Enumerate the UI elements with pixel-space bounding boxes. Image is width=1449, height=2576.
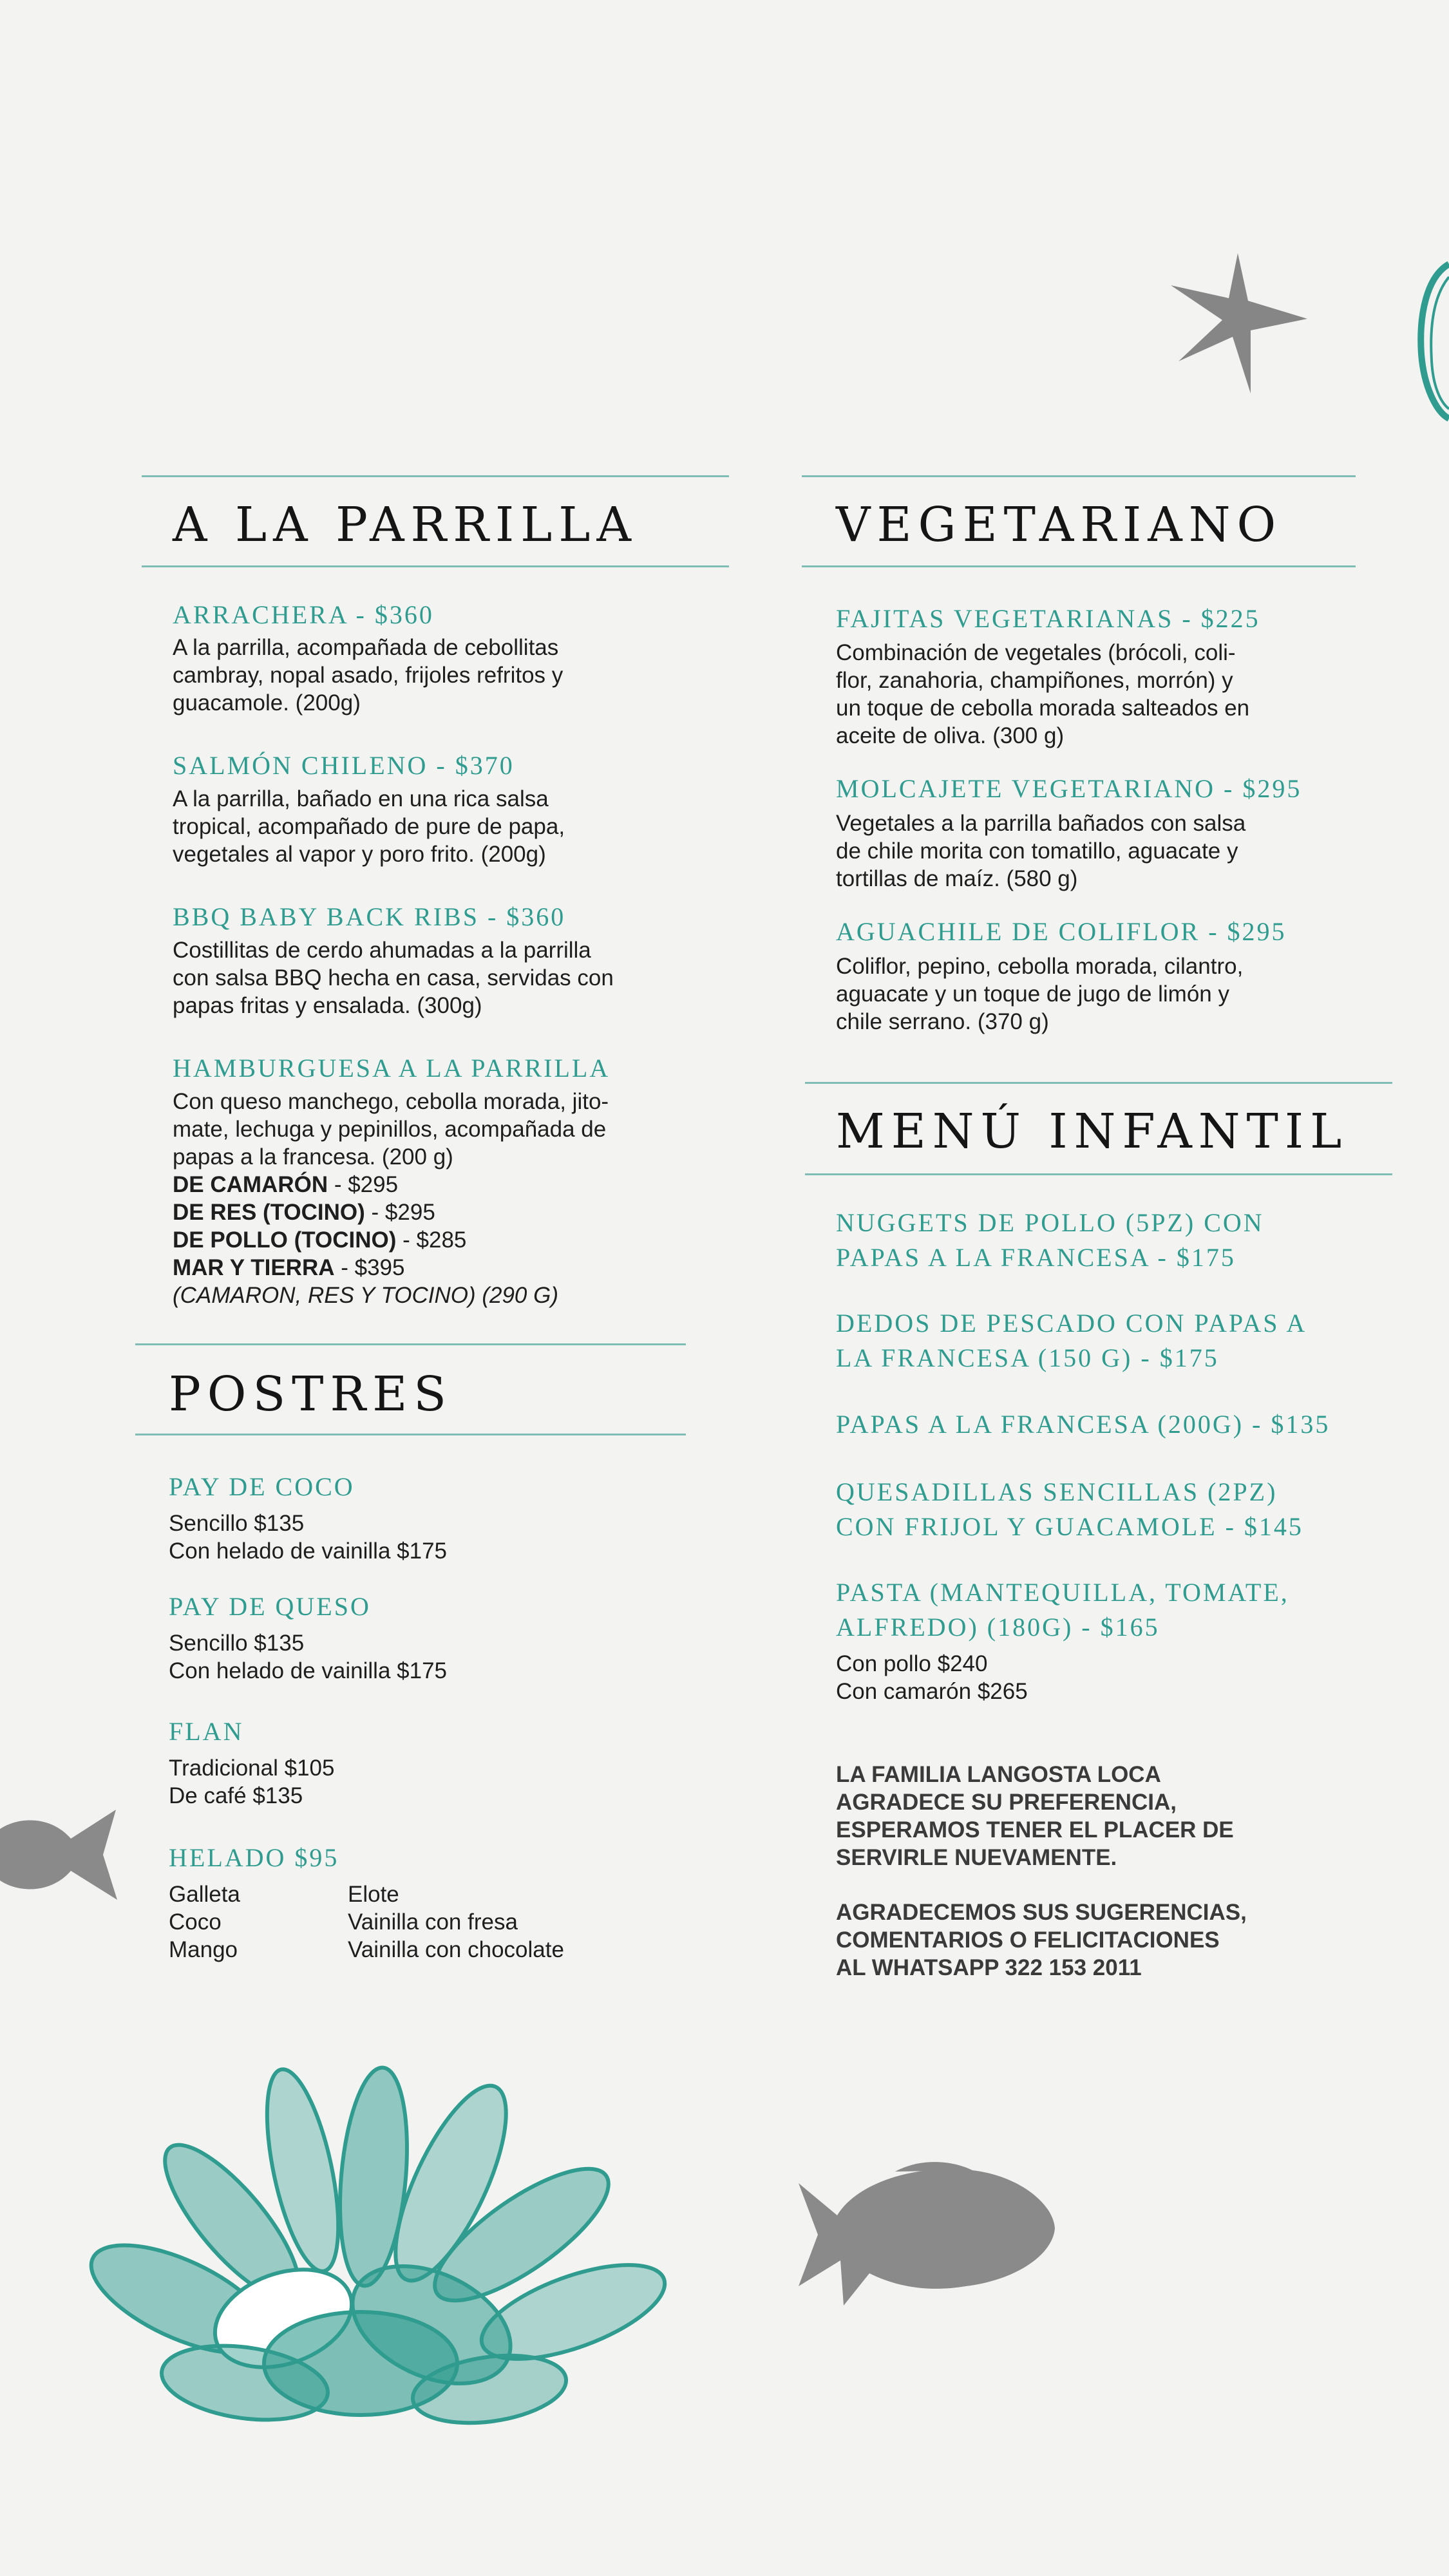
item-title: FLAN [169, 1717, 244, 1746]
desc-line: A la parrilla, acompañada de cebollitas [173, 635, 559, 660]
mussels-illustration [71, 2029, 683, 2428]
divider [805, 1082, 1392, 1084]
item-description [173, 936, 614, 1019]
title-line: QUESADILLAS SENCILLAS (2PZ) [836, 1477, 1278, 1506]
price-line: De café $135 [169, 1783, 303, 1808]
variant-name: DE POLLO (TOCINO) [173, 1227, 397, 1253]
desc-line: chile serrano. (370 g) [836, 1009, 1049, 1034]
flavor: Galleta [169, 1882, 240, 1907]
flavor-column [169, 1880, 240, 1964]
item-title: HAMBURGUESA A LA PARRILLA [173, 1054, 611, 1083]
thanks-line: AGRADECE SU PREFERENCIA, [836, 1790, 1177, 1815]
divider [142, 475, 729, 477]
title-line: CON FRIJOL Y GUACAMOLE - $145 [836, 1512, 1303, 1541]
starfish-icon [1166, 248, 1314, 396]
price-line: Sencillo $135 [169, 1631, 305, 1656]
variant-price: - $395 [334, 1255, 405, 1280]
desc-line: Con queso manchego, cebolla morada, jito- [173, 1089, 609, 1114]
feedback-message [836, 1899, 1247, 1982]
item-description [836, 1650, 1028, 1705]
divider [802, 475, 1356, 477]
item-title [836, 1575, 1289, 1645]
item-description [836, 810, 1245, 893]
desc-line: Combinación de vegetales (brócoli, coli- [836, 640, 1236, 665]
flavor: Vainilla con fresa [348, 1909, 518, 1935]
item-title [836, 1206, 1264, 1275]
item-description [169, 1754, 334, 1810]
section-title-infantil: MENÚ INFANTIL [836, 1104, 1349, 1159]
title-line: NUGGETS DE POLLO (5PZ) CON [836, 1208, 1264, 1237]
burger-variant [173, 1198, 609, 1226]
thanks-line: ESPERAMOS TENER EL PLACER DE [836, 1817, 1234, 1842]
burger-variant [173, 1226, 609, 1254]
thanks-line: AGRADECEMOS SUS SUGERENCIAS, [836, 1900, 1247, 1925]
title-line: DEDOS DE PESCADO CON PAPAS A [836, 1309, 1307, 1338]
flavor-column [348, 1880, 564, 1964]
item-title [836, 1407, 1330, 1442]
desc-line: guacamole. (200g) [173, 690, 361, 715]
price-line: Con helado de vainilla $175 [169, 1658, 447, 1683]
desc-line: tortillas de maíz. (580 g) [836, 866, 1078, 891]
section-title-postres: POSTRES [169, 1367, 453, 1422]
item-title: HELADO $95 [169, 1843, 339, 1872]
desc-line: Vegetales a la parrilla bañados con salsa [836, 811, 1246, 836]
desc-line: cambray, nopal asado, frijoles refritos y [173, 663, 564, 688]
desc-line: aguacate y un toque de jugo de limón y [836, 981, 1229, 1007]
thanks-line: COMENTARIOS O FELICITACIONES [836, 1927, 1220, 1953]
divider [135, 1434, 686, 1435]
price-line: Con pollo $240 [836, 1651, 988, 1676]
desc-line: un toque de cebolla morada salteados en [836, 696, 1250, 721]
desc-line: Coliflor, pepino, cebolla morada, cilantro, [836, 954, 1244, 979]
item-title: PAY DE QUESO [169, 1592, 371, 1621]
desc-line: aceite de oliva. (300 g) [836, 723, 1065, 748]
section-title-vegetariano: VEGETARIANO [836, 497, 1283, 553]
flavor: Mango [169, 1937, 238, 1962]
item-title: SALMÓN CHILENO - $370 [173, 751, 515, 780]
flavor: Coco [169, 1909, 222, 1935]
divider [142, 565, 729, 567]
thanks-line: LA FAMILIA LANGOSTA LOCA [836, 1762, 1161, 1787]
thank-you-message [836, 1761, 1234, 1871]
section-title-parrilla: A LA PARRILLA [173, 497, 638, 553]
flavor: Elote [348, 1882, 399, 1907]
variant-price: - $295 [328, 1172, 399, 1197]
title-line: LA FRANCESA (150 G) - $175 [836, 1343, 1219, 1372]
variant-name: DE RES (TOCINO) [173, 1200, 365, 1225]
item-title: ARRACHERA - $360 [173, 600, 434, 629]
desc-line: A la parrilla, bañado en una rica salsa [173, 786, 549, 811]
fish-icon [0, 1803, 119, 1906]
title-line: PAPAS A LA FRANCESA (200G) - $135 [836, 1410, 1331, 1439]
variant-price: - $295 [365, 1200, 435, 1225]
item-description [836, 639, 1249, 750]
burger-variant [173, 1254, 609, 1282]
item-title: PAY DE COCO [169, 1472, 355, 1501]
thanks-line: SERVIRLE NUEVAMENTE. [836, 1845, 1117, 1870]
desc-line: tropical, acompañado de pure de papa, [173, 814, 565, 839]
title-line: ALFREDO) (180G) - $165 [836, 1613, 1160, 1642]
item-description [169, 1510, 447, 1565]
desc-line: con salsa BBQ hecha en casa, servidas con [173, 965, 614, 990]
title-line: PASTA (MANTEQUILLA, TOMATE, [836, 1578, 1289, 1607]
item-description [173, 1088, 609, 1309]
variant-note: (CAMARON, RES Y TOCINO) (290 G) [173, 1283, 558, 1308]
variant-name: DE CAMARÓN [173, 1172, 328, 1197]
item-title: BBQ BABY BACK RIBS - $360 [173, 902, 566, 931]
price-line: Tradicional $105 [169, 1756, 335, 1781]
whatsapp-line: AL WHATSAPP 322 153 2011 [836, 1955, 1142, 1980]
octopus-tentacle-icon [1414, 258, 1449, 425]
price-line: Con camarón $265 [836, 1679, 1028, 1704]
burger-variant [173, 1171, 609, 1198]
divider [802, 565, 1356, 567]
divider [805, 1173, 1392, 1175]
desc-line: de chile morita con tomatillo, aguacate y [836, 838, 1238, 864]
desc-line: Costillitas de cerdo ahumadas a la parrilla [173, 938, 591, 963]
item-description [836, 952, 1243, 1036]
item-title [836, 1475, 1303, 1544]
title-line: PAPAS A LA FRANCESA - $175 [836, 1243, 1236, 1272]
variant-name: MAR Y TIERRA [173, 1255, 335, 1280]
item-title: AGUACHILE DE COLIFLOR - $295 [836, 917, 1287, 946]
fish-icon [799, 2157, 1056, 2312]
item-title: FAJITAS VEGETARIANAS - $225 [836, 604, 1260, 633]
item-description [169, 1629, 447, 1685]
item-description [173, 634, 563, 717]
desc-line: vegetales al vapor y poro frito. (200g) [173, 842, 546, 867]
item-title [836, 1306, 1307, 1376]
price-line: Con helado de vainilla $175 [169, 1539, 447, 1564]
flavor: Vainilla con chocolate [348, 1937, 564, 1962]
desc-line: mate, lechuga y pepinillos, acompañada de [173, 1117, 607, 1142]
divider [135, 1343, 686, 1345]
variant-price: - $285 [396, 1227, 467, 1253]
item-description [173, 785, 565, 868]
desc-line: papas fritas y ensalada. (300g) [173, 993, 482, 1018]
item-title: MOLCAJETE VEGETARIANO - $295 [836, 774, 1302, 803]
desc-line: papas a la francesa. (200 g) [173, 1144, 453, 1170]
price-line: Sencillo $135 [169, 1511, 305, 1536]
desc-line: flor, zanahoria, champiñones, morrón) y [836, 668, 1233, 693]
